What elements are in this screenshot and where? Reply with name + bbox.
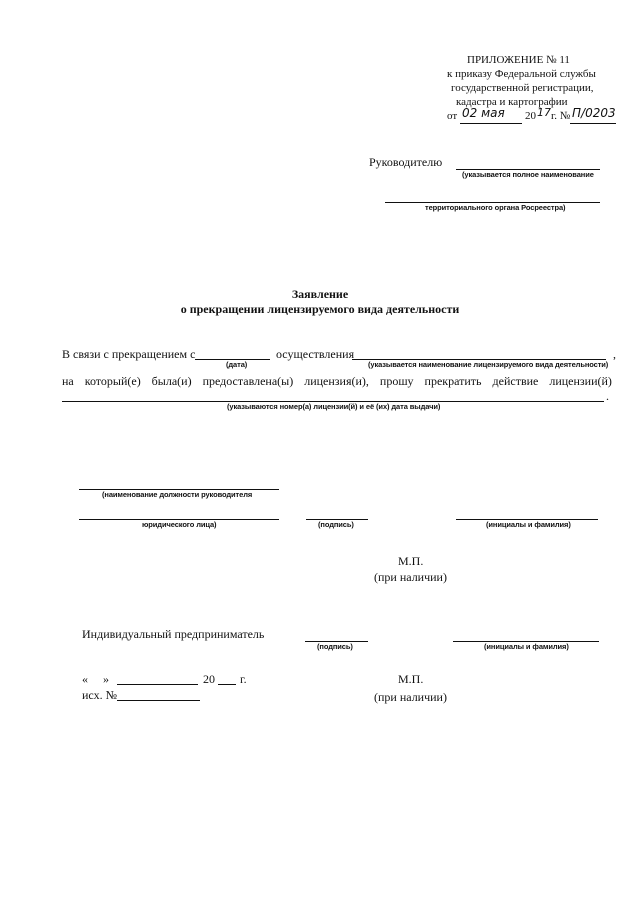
body-line2 xyxy=(62,374,612,389)
hint-initials: (инициалы и фамилия) xyxy=(486,520,571,529)
quote-open: « xyxy=(82,672,88,686)
hint-license: (указываются номер(а) лицензии(й) и её (их) дата выдачи) xyxy=(227,402,441,411)
word: предоставлена(ы) xyxy=(202,374,294,388)
appendix-year-prefix: 20 xyxy=(525,110,536,122)
word: действие xyxy=(492,374,539,388)
outgoing-number-blank[interactable] xyxy=(117,700,200,701)
appendix-order-number: П/0203 xyxy=(572,106,616,120)
appendix-line4: кадастра и картографии xyxy=(456,96,568,108)
appendix-title: ПРИЛОЖЕНИЕ № 11 xyxy=(467,54,570,66)
year-blank[interactable] xyxy=(218,684,236,685)
stamp-label: М.П. xyxy=(398,554,424,568)
hint-position-2: юридического лица) xyxy=(142,520,217,529)
body-line3-end: . xyxy=(606,389,609,403)
word: лицензия(и), xyxy=(304,374,369,388)
ie-hint-initials: (инициалы и фамилия) xyxy=(484,642,569,651)
word: который(е) xyxy=(84,374,141,388)
word: была(и) xyxy=(151,374,192,388)
word: на xyxy=(62,374,74,388)
hint-position: (наименование должности руководителя xyxy=(102,490,253,499)
ie-stamp-note: (при наличии) xyxy=(374,690,447,704)
day-month-blank[interactable] xyxy=(117,684,198,685)
addressee-hint-2: территориального органа Росреестра) xyxy=(425,203,566,212)
hint-date: (дата) xyxy=(226,360,248,369)
body-line1-end: , xyxy=(613,347,616,361)
word: лицензии(й) xyxy=(549,374,612,388)
individual-label: Индивидуальный предприниматель xyxy=(82,627,265,641)
title-line-2: о прекращении лицензируемого вида деятельности xyxy=(180,302,460,316)
quote-close: » xyxy=(103,672,109,686)
appendix-date-prefix: от xyxy=(447,110,458,122)
footer-year-suffix: г. xyxy=(240,672,247,686)
body-line1-mid: осуществления xyxy=(276,347,355,361)
appendix-number-label: г. № xyxy=(551,110,571,122)
outgoing-label: исх. № xyxy=(82,688,118,702)
appendix-date-day-month: 02 мая xyxy=(462,106,505,120)
stamp-note: (при наличии) xyxy=(374,570,447,584)
word: прекратить xyxy=(424,374,482,388)
footer-year-prefix: 20 xyxy=(203,672,215,686)
hint-activity: (указывается наименование лицензируемого вида деятельности) xyxy=(368,360,609,369)
body-line1-start: В связи с прекращением с xyxy=(62,347,196,361)
title-line-1: Заявление xyxy=(291,287,349,301)
appendix-line2: к приказу Федеральной службы xyxy=(447,68,596,80)
hint-signature: (подпись) xyxy=(318,520,354,529)
appendix-line3: государственной регистрации, xyxy=(451,82,594,94)
ie-hint-signature: (подпись) xyxy=(317,642,353,651)
word: прошу xyxy=(379,374,414,388)
appendix-year-suffix: 17 xyxy=(537,106,551,119)
addressee-label: Руководителю xyxy=(369,155,443,169)
ie-stamp-label: М.П. xyxy=(398,672,424,686)
addressee-hint-1: (указывается полное наименование xyxy=(462,170,594,179)
